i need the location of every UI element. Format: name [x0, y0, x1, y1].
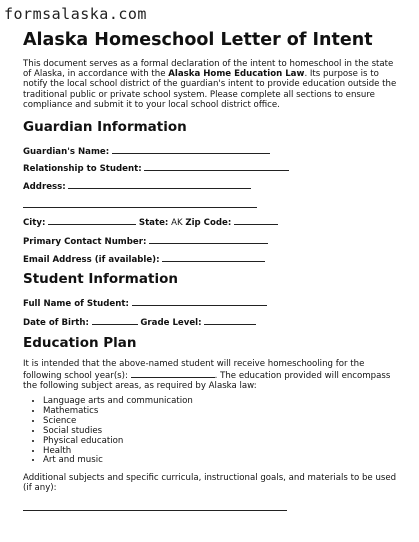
student-name-field [23, 297, 267, 309]
grade-blank[interactable] [204, 316, 256, 325]
list-item: • Health [43, 447, 193, 457]
grade-label: Grade Level: [140, 318, 202, 328]
address-field [23, 180, 251, 192]
guardian-heading: Guardian Information [23, 119, 187, 135]
address-blank[interactable] [68, 180, 251, 189]
dob-label: Date of Birth: [23, 318, 89, 328]
zip-blank[interactable] [234, 216, 278, 225]
school-year-blank[interactable] [131, 369, 215, 378]
subjects-list [23, 397, 193, 466]
email-field [23, 253, 265, 265]
student-heading: Student Information [23, 271, 178, 287]
law-name: Alaska Home Education Law [168, 69, 305, 80]
address-label: Address: [23, 182, 66, 192]
list-item: • Art and music [43, 456, 193, 466]
relationship-field [23, 162, 289, 174]
site-name: formsalaska.com [4, 5, 147, 23]
state-value: AK [171, 218, 183, 228]
guardian-name-field [23, 145, 270, 157]
city-state-zip-field [23, 216, 278, 228]
education-paragraph [23, 359, 398, 392]
address-blank-line-2[interactable] [23, 206, 257, 208]
list-item: • Physical education [43, 437, 193, 447]
phone-blank[interactable] [149, 235, 268, 244]
relationship-label: Relationship to Student: [23, 164, 142, 174]
intro-text-end: . Its purpose is to notify the local school district of the guardian's intent to provide education outside the traditional public or private school system. Please complete all sections to ensure compliance and submit it to your local school district office. [23, 69, 397, 110]
education-text-end: . The education provided will encompass the following subject areas, as required by Alaska law: [23, 371, 391, 392]
student-name-label: Full Name of Student: [23, 299, 129, 309]
list-item: • Mathematics [43, 407, 193, 417]
email-label: Email Address (if available): [23, 255, 160, 265]
education-text-start: It is intended that the above-named student will receive homeschooling for the following school year(s): [23, 359, 365, 382]
guardian-name-blank[interactable] [112, 145, 270, 154]
dob-grade-field [23, 316, 256, 328]
site-banner [0, 0, 419, 26]
list-item: • Social studies [43, 427, 193, 437]
additional-subjects-text: Additional subjects and specific curricula, instructional goals, and materials to be used (if any): [23, 473, 397, 494]
dob-blank[interactable] [92, 316, 138, 325]
phone-label: Primary Contact Number: [23, 237, 147, 247]
city-blank[interactable] [48, 216, 136, 225]
page-title: Alaska Homeschool Letter of Intent [23, 30, 373, 50]
list-item: • Language arts and communication [43, 397, 193, 407]
education-heading: Education Plan [23, 335, 137, 351]
relationship-blank[interactable] [144, 162, 289, 171]
state-label: State: [138, 218, 169, 228]
additional-subjects-blank[interactable] [23, 509, 287, 511]
intro-paragraph [23, 59, 401, 110]
list-item: • Science [43, 417, 193, 427]
city-label: City: [23, 218, 46, 228]
zip-label: Zip Code: [185, 218, 232, 228]
intro-text-start: This document serves as a formal declaration of the intent to homeschool in the state of Alaska, in accordance with the [23, 59, 394, 80]
email-blank[interactable] [162, 253, 265, 262]
phone-field [23, 235, 268, 247]
student-name-blank[interactable] [132, 297, 267, 306]
guardian-name-label: Guardian's Name: [23, 147, 110, 157]
